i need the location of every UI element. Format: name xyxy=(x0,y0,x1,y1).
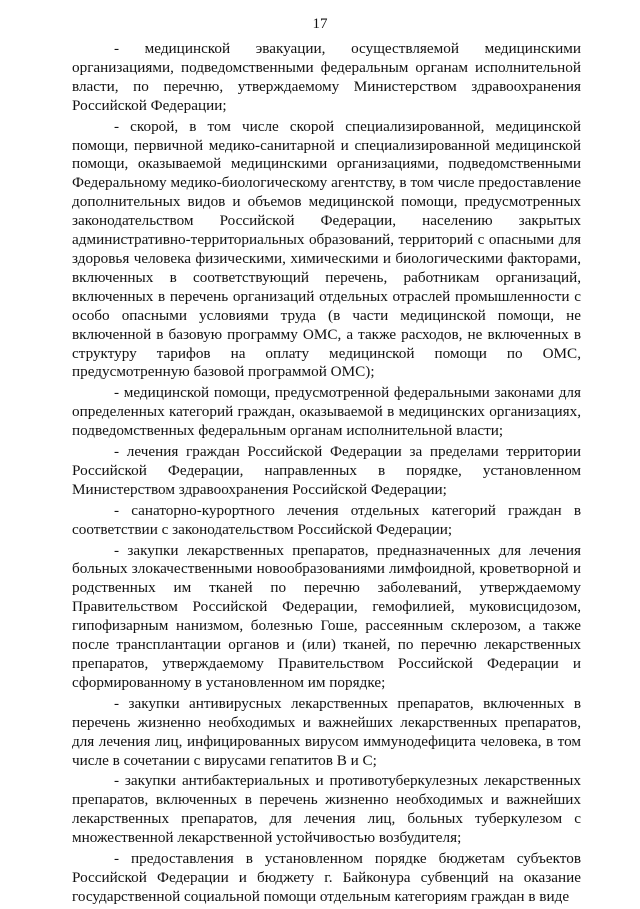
paragraph-antibacterial-purchases: - закупки антибактериальных и противотуберкулезных лекарственных препаратов, включенных в перечень жизненно необходимых и важнейших лекарственных препаратов, для лечения лиц, больных туберкулезом с множественной лекарственной устойчивостью возбудителя; xyxy=(72,772,581,847)
paragraph-federal-law-care: - медицинской помощи, предусмотренной федеральными законами для определенных категорий граждан, оказываемой в медицинских организациях, подведомственных федеральным органам исполнительной власти; xyxy=(72,384,581,440)
paragraph-sanatorium-treatment: - санаторно-курортного лечения отдельных категорий граждан в соответствии с законодательством Российской Федерации; xyxy=(72,501,581,538)
paragraph-emergency-care: - скорой, в том числе скорой специализированной, медицинской помощи, первичной медико-санитарной и специализированной медицинской помощи, оказываемой медицинскими организациями, подведомственными Федеральному медико-биологическому агентству, в том числе предоставление дополнительных видов и объемов медицинской помощи, предусмотренных законодательством Российской Федерации, населению закрытых административно-территориальных образований, территорий с опасными для здоровья человека физическими, химическими и биологическими факторами, включенных в соответствующий перечень, работникам организаций, включенных в перечень организаций отдельных отраслей промышленности с особо опасными условиями труда (в части медицинской помощи, не включенной в базовую программу ОМС, а также расходов, не включенных в структуру тарифов на оплату медицинской помощи по ОМС, предусмотренную базовой программой ОМС); xyxy=(72,117,581,381)
paragraph-drug-purchases: - закупки лекарственных препаратов, предназначенных для лечения больных злокачественными новообразованиями лимфоидной, кроветворной и родственных им тканей по перечню заболеваний, утверждаемому Правительством Российской Федерации, гемофилией, муковисцидозом, гипофизарным нанизмом, болезнью Гоше, рассеянным склерозом, а также после трансплантации органов и (или) тканей, по перечню лекарственных препаратов, утверждаемому Правительством Российской Федерации и сформированному в установленном им порядке; xyxy=(72,541,581,691)
paragraph-subventions: - предоставления в установленном порядке бюджетам субъектов Российской Федерации и бюджету г. Байконура субвенций на оказание государственной социальной помощи отдельным категориям граждан в виде xyxy=(72,850,581,905)
page-number: 17 xyxy=(312,16,328,32)
paragraph-treatment-abroad: - лечения граждан Российской Федерации за пределами территории Российской Федерации, направленных в порядке, установленном Министерством здравоохранения Российской Федерации; xyxy=(72,443,581,498)
paragraph-medical-evacuation: - медицинской эвакуации, осуществляемой медицинскими организациями, подведомственными федеральным органам исполнительной власти, по перечню, утверждаемому Министерством здравоохранения Российской Федерации; xyxy=(72,40,581,114)
paragraph-antiviral-purchases: - закупки антивирусных лекарственных препаратов, включенных в перечень жизненно необходимых и важнейших лекарственных препаратов, для лечения лиц, инфицированных вирусом иммунодефицита человека, в том числе в сочетании с вирусами гепатитов В и С; xyxy=(72,694,581,769)
document-body xyxy=(72,40,581,909)
